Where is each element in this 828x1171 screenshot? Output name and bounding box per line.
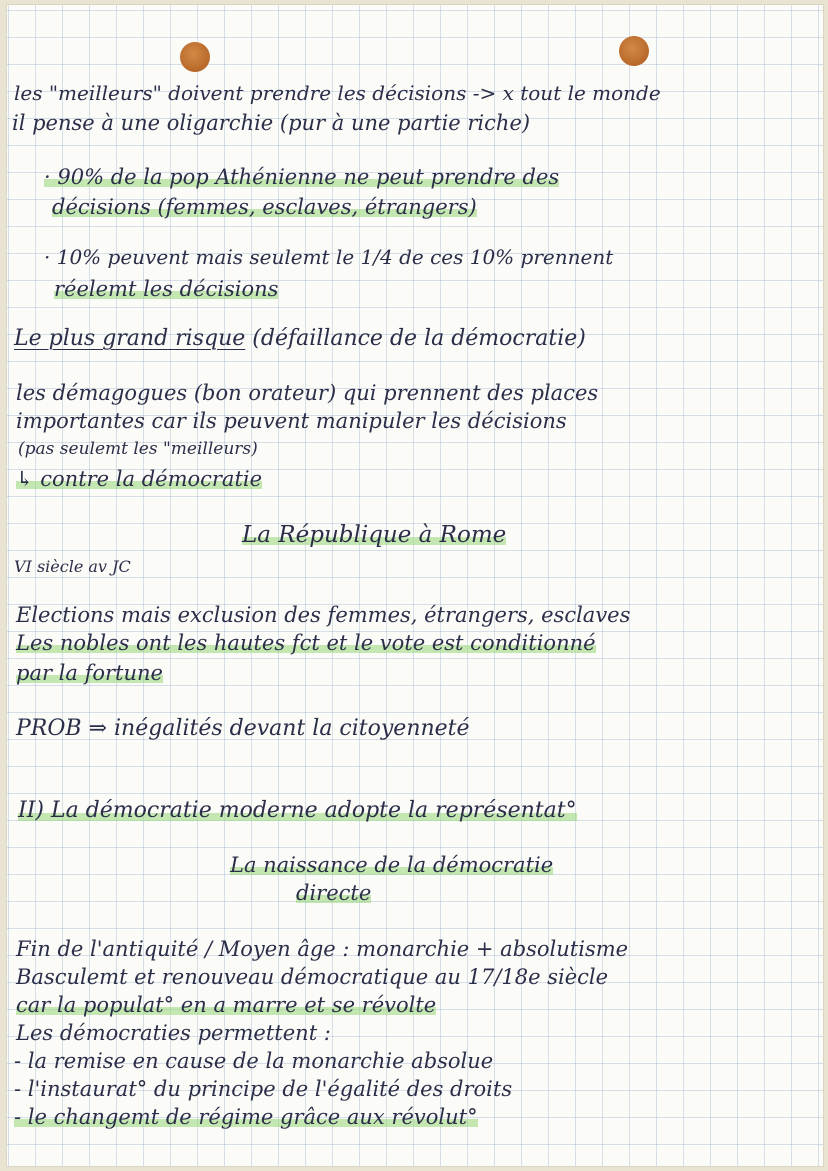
note-line: les démagogues (bon orateur) qui prennent des places: [16, 381, 599, 405]
note-line: (pas seulemt les "meilleurs): [18, 439, 258, 459]
note-line: Les démocraties permettent :: [16, 1021, 331, 1045]
binder-hole-right: [619, 36, 649, 66]
note-line: ↳ contre la démocratie: [16, 467, 263, 491]
note-line: réelemt les décisions: [54, 277, 279, 301]
notebook-page: [6, 4, 824, 1167]
note-line: Les nobles ont les hautes fct et le vote est conditionné: [16, 631, 596, 655]
section-heading: [14, 326, 586, 352]
note-line: · 10% peuvent mais seulemt le 1/4 de ces 10% prennent: [44, 245, 614, 269]
date-label: VI siècle av JC: [14, 557, 131, 576]
heading-aside: (défaillance de la démocratie): [245, 326, 586, 351]
list-item: - le changemt de régime grâce aux révolut°: [14, 1105, 478, 1129]
note-line: importantes car ils peuvent manipuler les décisions: [16, 409, 567, 433]
heading-underlined: Le plus grand risque: [14, 326, 246, 351]
note-line: décisions (femmes, esclaves, étrangers): [52, 195, 477, 219]
section-title: La naissance de la démocratie: [230, 853, 554, 877]
note-line: Elections mais exclusion des femmes, étrangers, esclaves: [16, 603, 631, 627]
note-line: Fin de l'antiquité / Moyen âge : monarchie + absolutisme: [16, 937, 629, 961]
list-item: - l'instaurat° du principe de l'égalité des droits: [14, 1077, 513, 1101]
section-title: directe: [296, 881, 372, 905]
note-line: car la populat° en a marre et se révolte: [16, 993, 437, 1017]
note-line: il pense à une oligarchie (pur à une partie riche): [12, 111, 531, 135]
note-line: par la fortune: [16, 661, 163, 685]
list-item: - la remise en cause de la monarchie absolue: [14, 1049, 494, 1073]
note-line: les "meilleurs" doivent prendre les décisions -> x tout le monde: [14, 81, 661, 105]
part-heading: II) La démocratie moderne adopte la représentat°: [18, 798, 577, 823]
note-line: PROB ⇒ inégalités devant la citoyenneté: [16, 716, 470, 741]
note-line: · 90% de la pop Athénienne ne peut prendre des: [44, 165, 560, 189]
note-line: Basculemt et renouveau démocratique au 17/18e siècle: [16, 965, 609, 989]
section-title: La République à Rome: [242, 522, 507, 548]
binder-hole-left: [180, 42, 210, 72]
